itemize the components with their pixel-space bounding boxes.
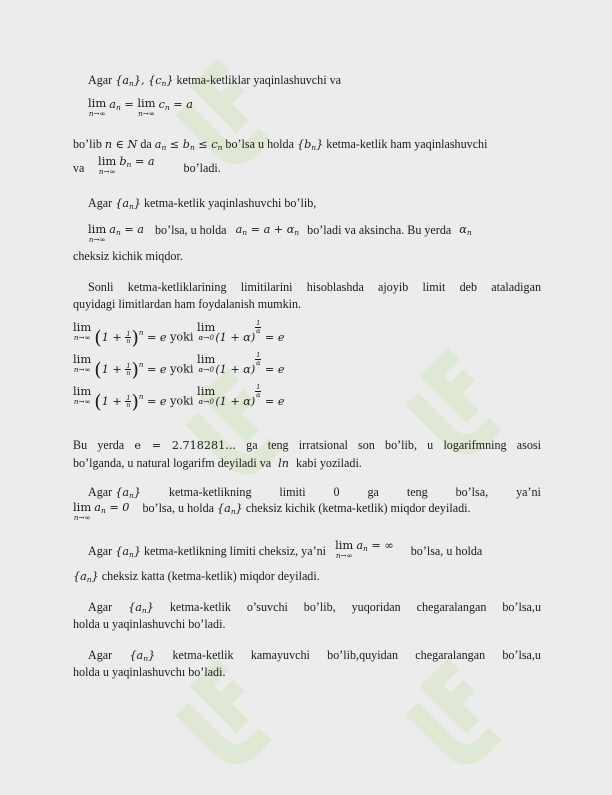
p1-limit-equation: lim n→∞ $a_n$ = lim n→∞ $c_n = a$: [88, 96, 193, 118]
p4-line2: bo’lganda, u natural logarifm deyiladi va ln kabi yoziladi.: [73, 456, 362, 470]
p8-line1: Agar $\{a_n\}$ ketma-ketlik kamayuvchi bo’lib,quyidan chegaralangan bo’lsa,u: [88, 648, 541, 663]
p3-line1: Sonli ketma-ketliklarining limitilarini hisoblashda ajoyib limit deb ataladigan: [88, 280, 541, 294]
formula-row-2: lim n→∞ (1 + $\frac{1}{n}$ )$^n$ = e yoki lim α→0 (1 + α) $\frac{1}{\alpha}$ = e: [73, 351, 285, 381]
p7-line1: Agar $\{a_n\}$ ketma-ketlik o’suvchi bo’lib, yuqoridan chegaralangan bo’lsa,u: [88, 600, 541, 615]
p7-line2: holda u yaqinlashuvchi bo’ladi.: [73, 617, 226, 631]
formula-row-3: lim n→∞ (1 + $\frac{1}{n}$ )$^n$ = e yoki lim α→0 (1 + α) $\frac{1}{\alpha}$ = e: [73, 383, 285, 413]
p5-line2: lim n→∞ $a_n = 0$ bo’lsa, u holda $\{a_n\}$ cheksiz kichik (ketma-ketlik) miqdor deyiladi.: [73, 500, 471, 522]
p4-line1: Bu yerda e = 2.718281... ga teng irratsional son bo’lib, u logarifmning asosi: [73, 438, 541, 452]
p2-line3: cheksiz kichik miqdor.: [73, 249, 183, 263]
limit-operator: lim n→∞: [88, 96, 107, 118]
p6-line1: Agar $\{a_n\}$ ketma-ketlikning limiti cheksiz, ya’ni lim n→∞ $a_n$ = ∞ bo’lsa, u holda: [88, 538, 483, 560]
p5-line1: Agar $\{a_n\}$ ketma-ketlikning limiti 0 ga teng bo’lsa, ya’ni: [88, 485, 541, 500]
p3-line2: quyidagi limitlardan ham foydalanish mumkin.: [73, 297, 302, 311]
p1-line3: bo’lib n ∈ N da $a_n \le b_n \le c_n$ bo’lsa u holda $\{b_n\}$ ketma-ketlik ham yaqinlashuvchi: [73, 137, 488, 152]
p1-line4: va lim n→∞ $b_n = a$ bo’ladi.: [73, 154, 221, 176]
limit-operator: lim n→∞: [137, 96, 156, 118]
p2-line2: lim n→∞ $a_n = a$ bo’lsa, u holda $a_n = a + \alpha_n$ bo’ladi va aksincha. Bu yerda $\alpha_n$: [88, 222, 472, 244]
formula-row-1: lim n→∞ (1 + $\frac{1}{n}$ )$^n$ = e yoki lim α→0 (1 + α) $\frac{1}{\alpha}$ = e: [73, 319, 285, 349]
p6-line2: $\{a_n\}$ cheksiz katta (ketma-ketlik) miqdor deyiladi.: [73, 569, 320, 584]
p8-line2: holda u yaqinlashuvchı bo’ladi.: [73, 665, 226, 679]
p2-line1: Agar $\{a_n\}$ ketma-ketlik yaqinlashuvchi bo’lib,: [88, 196, 317, 211]
p1-line1: Agar $\{a_n\}$, $\{c_n\}$ ketma-ketliklar yaqinlashuvchi va: [88, 73, 342, 88]
